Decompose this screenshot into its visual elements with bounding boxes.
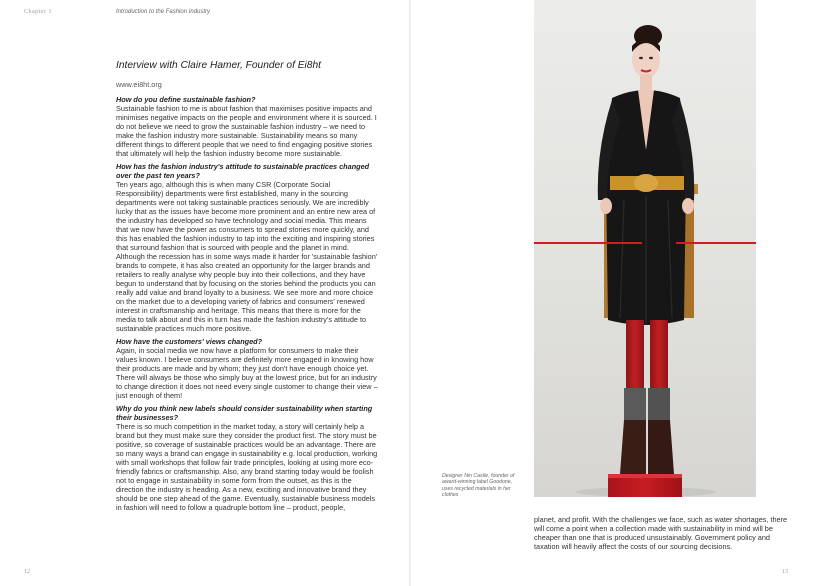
photo-caption: Designer Nin Castle, founder of award-winning label Goodone, uses recycled materials in her clothes xyxy=(442,473,515,499)
answer-3: Again, in social media we now have a platform for consumers to make their values known. I believe consumers are definitely more engaged in knowing how their products are made and by whom; they just don't have enough choice yet. There will always be those who simply buy at the lowest price, but for an industry to change direction it does not need every single customer to change their view – just enough of them! xyxy=(116,346,378,400)
page-number-right: 13 xyxy=(782,569,788,575)
website-url: www.ei8ht.org xyxy=(116,80,162,89)
page-gutter xyxy=(409,0,411,586)
answer-1: Sustainable fashion to me is about fashion that maximises positive impacts and minimises negative impacts on the people and environment where it is sourced. I do not believe we need to grow the sustainable fashion industry – we need to make the fashion industry more sustainable. Sustainability means so many different things to different people that we need to find engaging positive stories that ultimately will help the fashion industry become more sustainable. xyxy=(116,104,377,158)
red-accent-line-left xyxy=(534,242,642,244)
fashion-photo xyxy=(534,0,756,497)
question-3: How have the customers' views changed? xyxy=(116,337,263,346)
page-number-left: 12 xyxy=(24,569,30,575)
running-header-chapter: Chapter 1 xyxy=(24,9,52,15)
red-accent-line-right xyxy=(676,242,756,244)
question-1: How do you define sustainable fashion? xyxy=(116,95,256,104)
interview-column xyxy=(116,60,378,516)
answer-2: Ten years ago, although this is when many CSR (Corporate Social Responsibility) departments were first established, many in the sourcing departments were not taking sustainable practices seriously. We are incredibly lucky that as the issues have become more prominent and an entire new area of the industry has developed so have technology and social media. This means that we now have the power as consumers to spread stories more quickly, and this has enabled the fashion industry to tap into the exciting and inspiring stories that surround fashion that is sourced with people and the planet in mind. Although the recession has in some ways made it harder for 'sustainable fashion' brands to compete, it has also created an opportunity for the larger brands and retailers to really analyse why people buy into their collections, and they have begun to understand that by focusing on the stories behind the products you can really add value and brand loyalty to a business. We see more and more choice on the market due to a developing variety of fabrics and consumers' renewed interest in craftsmanship and heritage. This means that there is more for the media to talk about and this in turn has made the fashion industry's attitude to sustainable practices much more positive. xyxy=(116,180,378,333)
question-4: Why do you think new labels should consider sustainability when starting their businesses? xyxy=(116,404,373,422)
interview-title: Interview with Claire Hamer, Founder of Ei8ht xyxy=(116,60,321,71)
question-2: How has the fashion industry's attitude to sustainable practices changed over the past ten years? xyxy=(116,162,370,180)
model-illustration xyxy=(534,0,756,497)
answer-4: There is so much competition in the market today, a story will certainly help a brand but they must make sure they consider the product first. The story must be positive, so coverage of sustainable practices would be an advantage. There are so many ways a brand can engage in sustainability e.g. local production, working with small workshops that follow fair trade principles, looking at using more eco-friendly fabrics or craftsmanship. Also, any brand starting today would be foolish not to engage in sustainability in some form from the outset, as this is the direction the industry is heading. As a new, exciting and innovative brand they should be one step ahead of the game. Eventually, sustainable business models in fashion will need to follow a quadruple bottom line – product, people, xyxy=(116,422,378,512)
continuation-column: planet, and profit. With the challenges we face, such as water shortages, there will come a point when a collection made with sustainability in mind will be cheaper than one that is produced unsustainably. Government policy and taxation will heavily affect the costs of our sourcing decisions. xyxy=(534,515,788,551)
running-header-title: Introduction to the Fashion Industry xyxy=(116,9,211,15)
